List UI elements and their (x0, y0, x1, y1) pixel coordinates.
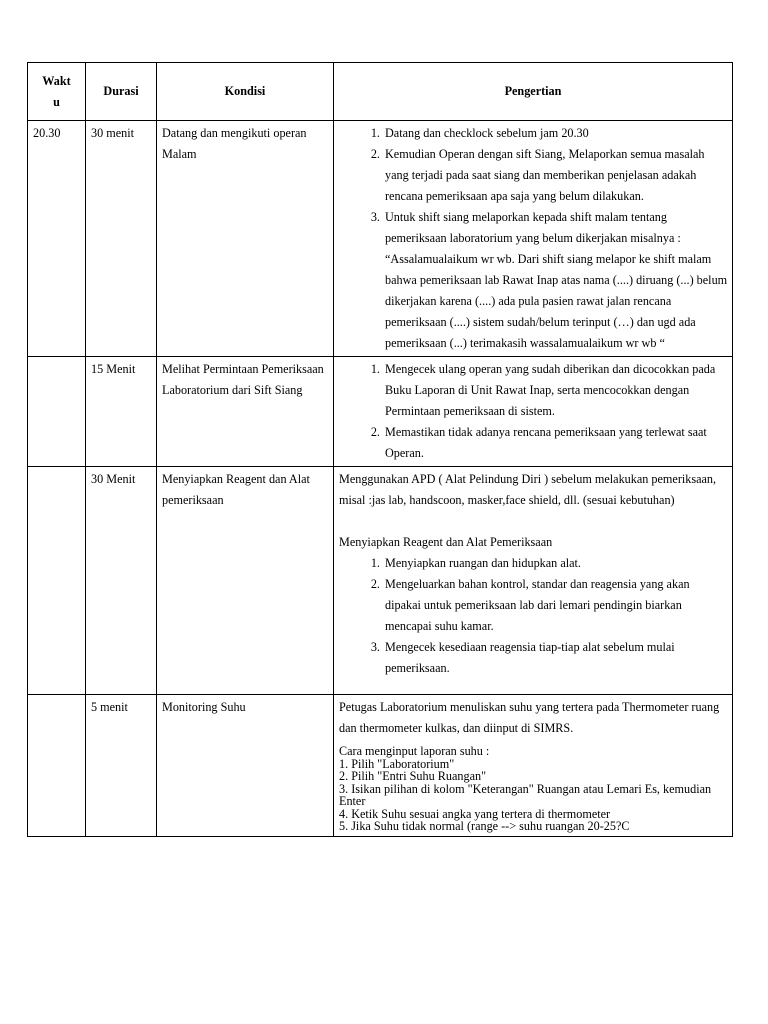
list-item: 1. Menyiapkan ruangan dan hidupkan alat. (383, 553, 728, 574)
pengertian-cell (334, 695, 733, 837)
kondisi-cell: Datang dan mengikuti operan Malam (157, 121, 334, 357)
waktu-cell (28, 695, 86, 837)
list-item: 3. Untuk shift siang melaporkan kepada shift malam tentang pemeriksaan laboratorium yang belum dikerjakan misalnya : (383, 207, 728, 249)
table-row (28, 695, 733, 837)
list-item: 2. Mengeluarkan bahan kontrol, standar dan reagensia yang akan dipakai untuk pemeriksaan lab dari lemari pendingin biarkan mencapai suhu kamar. (383, 574, 728, 637)
kondisi-cell: Monitoring Suhu (157, 695, 334, 837)
spacer (339, 511, 728, 532)
instruction-line: 1. Pilih "Laboratorium" (339, 756, 455, 771)
kondisi-cell: Melihat Permintaan Pemeriksaan Laboratorium dari Sift Siang (157, 357, 334, 467)
durasi-cell: 30 Menit (86, 467, 157, 695)
instruction-line: Cara menginput laporan suhu : (339, 744, 490, 758)
waktu-cell: 20.30 (28, 121, 86, 357)
waktu-cell (28, 357, 86, 467)
steps-list (339, 359, 728, 464)
steps-list (339, 553, 728, 679)
steps-list (339, 123, 728, 249)
spacer (339, 679, 728, 692)
instruction-line: 2. Pilih "Entri Suhu Ruangan" (339, 769, 487, 783)
table-row (28, 467, 733, 695)
table-row (28, 121, 733, 357)
list-item: 1. Mengecek ulang operan yang sudah diberikan dan dicocokkan pada Buku Laporan di Unit Rawat Inap, serta mencocokkan dengan Permintaan pemeriksaan di sistem. (383, 359, 728, 422)
durasi-cell: 15 Menit (86, 357, 157, 467)
schedule-table (27, 62, 733, 837)
header-waktu-label: Waktu (42, 73, 71, 109)
table-header-row (28, 63, 733, 121)
apd-intro: Menggunakan APD ( Alat Pelindung Diri ) sebelum melakukan pemeriksaan, misal :jas lab, handscoon, masker,face shield, dll. (sesuai kebutuhan) (339, 472, 717, 507)
pengertian-cell (334, 121, 733, 357)
example-quote: “Assalamualaikum wr wb. Dari shift siang melapor ke shift malam bahwa pemeriksaan lab Rawat Inap atas nama (....) diruang (...) belum dikerjakan karena (....) ada pula pasien rawat jalan rencana pemeriksaan (....) sistem sudah/belum terinput (…) dan ugd ada pemeriksaan (...) terimakasih wassalamualaikum wr wb “ (385, 252, 728, 350)
durasi-cell: 30 menit (86, 121, 157, 357)
section-subtitle: Menyiapkan Reagent dan Alat Pemeriksaan (339, 535, 553, 549)
list-item: 1. Datang dan checklock sebelum jam 20.30 (383, 123, 728, 144)
kondisi-cell: Menyiapkan Reagent dan Alat pemeriksaan (157, 467, 334, 695)
header-pengertian: Pengertian (334, 63, 733, 121)
input-instructions (339, 745, 728, 833)
table-row (28, 357, 733, 467)
list-item: 2. Kemudian Operan dengan sift Siang, Melaporkan semua masalah yang terjadi pada saat siang dan memberikan penjelasan adakah rencana pemeriksaan apa saja yang belum dilakukan. (383, 144, 728, 207)
header-durasi: Durasi (86, 63, 157, 121)
pengertian-cell (334, 357, 733, 467)
list-item: 3. Mengecek kesediaan reagensia tiap-tiap alat sebelum mulai pemeriksaan. (383, 637, 728, 679)
list-item: 2. Memastikan tidak adanya rencana pemeriksaan yang terlewat saat Operan. (383, 422, 728, 464)
pengertian-cell (334, 467, 733, 695)
instruction-line: 4. Ketik Suhu sesuai angka yang tertera di thermometer (339, 806, 611, 821)
header-waktu (28, 63, 86, 121)
monitoring-intro: Petugas Laboratorium menuliskan suhu yang tertera pada Thermometer ruang dan thermometer kulkas, dan diinput di SIMRS. (339, 700, 720, 735)
instruction-line: 5. Jika Suhu tidak normal (range --> suhu ruangan 20-25?C (339, 819, 630, 833)
waktu-cell (28, 467, 86, 695)
durasi-cell: 5 menit (86, 695, 157, 837)
instruction-line: 3. Isikan pilihan di kolom "Keterangan" Ruangan atau Lemari Es, kemudian Enter (339, 781, 712, 808)
header-kondisi: Kondisi (157, 63, 334, 121)
